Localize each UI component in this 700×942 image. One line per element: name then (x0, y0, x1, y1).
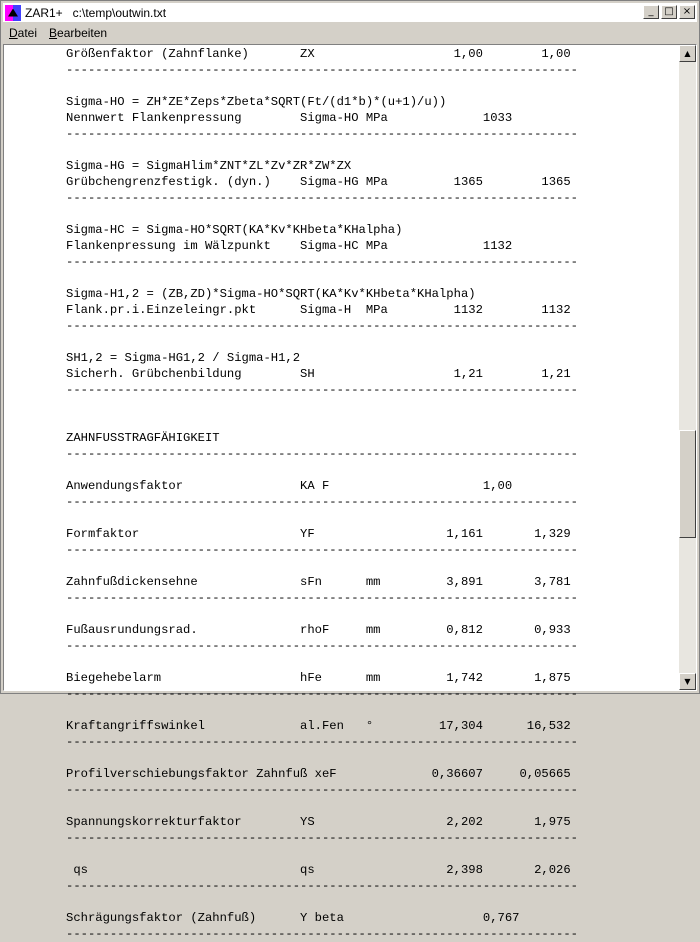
text-line: Sigma-HO = ZH*ZE*Zeps*Zbeta*SQRT(Ft/(d1*b)*(u+1)/u)) (66, 95, 447, 109)
menu-bar (3, 23, 697, 43)
text-line: Sigma-HC = Sigma-HO*SQRT(KA*Kv*KHbeta*KHalpha) (66, 223, 403, 237)
text-line: Größenfaktor (Zahnflanke) ZX 1,00 1,00 (66, 47, 571, 61)
text-line: Anwendungsfaktor KA F 1,00 (66, 479, 513, 493)
text-line: Sigma-HG = SigmaHlim*ZNT*ZL*Zv*ZR*ZW*ZX (66, 159, 352, 173)
maximize-button[interactable]: □ (661, 5, 677, 19)
scroll-up-button[interactable]: ▲ (679, 45, 696, 62)
text-line: Kraftangriffswinkel al.Fen ° 17,304 16,532 (66, 719, 571, 733)
text-line: qs qs 2,398 2,026 (66, 863, 571, 877)
title-bar[interactable] (3, 3, 697, 22)
text-line: ---------------------------------------------------------------------- (66, 687, 578, 701)
text-line: Schrägungsfaktor (Zahnfuß) Y beta 0,767 (66, 911, 520, 925)
text-line: ---------------------------------------------------------------------- (66, 495, 578, 509)
text-line: ---------------------------------------------------------------------- (66, 127, 578, 141)
menu-datei-mnemonic: D (9, 26, 18, 40)
text-line: ---------------------------------------------------------------------- (66, 63, 578, 77)
text-line: ---------------------------------------------------------------------- (66, 191, 578, 205)
menu-bearbeiten[interactable] (43, 26, 113, 40)
text-line: Profilverschiebungsfaktor Zahnfuß xeF 0,36607 0,05665 (66, 767, 571, 781)
text-line: ---------------------------------------------------------------------- (66, 735, 578, 749)
text-line: ---------------------------------------------------------------------- (66, 447, 578, 461)
scroll-down-button[interactable]: ▼ (679, 673, 696, 690)
text-line: Sicherh. Grübchenbildung SH 1,21 1,21 (66, 367, 571, 381)
menu-bearbeiten-mnemonic: B (49, 26, 58, 40)
text-line: Flank.pr.i.Einzeleingr.pkt Sigma-H MPa 1132 1132 (66, 303, 571, 317)
text-line: Spannungskorrekturfaktor YS 2,202 1,975 (66, 815, 571, 829)
text-line: ---------------------------------------------------------------------- (66, 831, 578, 845)
text-line: ---------------------------------------------------------------------- (66, 591, 578, 605)
text-line: ---------------------------------------------------------------------- (66, 319, 578, 333)
text-line: ---------------------------------------------------------------------- (66, 639, 578, 653)
text-line: Nennwert Flankenpressung Sigma-HO MPa 1033 (66, 111, 513, 125)
text-content[interactable] (4, 45, 679, 941)
text-line: Zahnfußdickensehne sFn mm 3,891 3,781 (66, 575, 571, 589)
vertical-scrollbar[interactable] (679, 45, 696, 690)
text-line: SH1,2 = Sigma-HG1,2 / Sigma-H1,2 (66, 351, 301, 365)
text-line: ---------------------------------------------------------------------- (66, 927, 578, 941)
text-line: ---------------------------------------------------------------------- (66, 879, 578, 893)
text-line: Sigma-H1,2 = (ZB,ZD)*Sigma-HO*SQRT(KA*Kv*KHbeta*KHalpha) (66, 287, 476, 301)
window-title: ZAR1+ c:\temp\outwin.txt (25, 5, 167, 20)
text-line: ---------------------------------------------------------------------- (66, 543, 578, 557)
text-line: Formfaktor YF 1,161 1,329 (66, 527, 571, 541)
text-line: Grübchengrenzfestigk. (dyn.) Sigma-HG MPa 1365 1365 (66, 175, 571, 189)
minimize-button[interactable]: _ (643, 5, 659, 19)
menu-datei[interactable] (3, 26, 43, 40)
text-line: ---------------------------------------------------------------------- (66, 383, 578, 397)
text-line: Flankenpressung im Wälzpunkt Sigma-HC MPa 1132 (66, 239, 513, 253)
menu-bearbeiten-label: earbeiten (57, 26, 108, 40)
text-line: ZAHNFUSSTRAGFÄHIGKEIT (66, 431, 220, 445)
text-line: Fußausrundungsrad. rhoF mm 0,812 0,933 (66, 623, 571, 637)
text-line: ---------------------------------------------------------------------- (66, 255, 578, 269)
text-line: ---------------------------------------------------------------------- (66, 783, 578, 797)
text-view[interactable] (3, 44, 697, 941)
menu-datei-label: atei (17, 26, 38, 40)
close-button[interactable]: × (679, 5, 695, 19)
text-line: Biegehebelarm hFe mm 1,742 1,875 (66, 671, 571, 685)
scroll-thumb[interactable] (679, 430, 696, 538)
app-logo-icon[interactable] (5, 5, 21, 21)
